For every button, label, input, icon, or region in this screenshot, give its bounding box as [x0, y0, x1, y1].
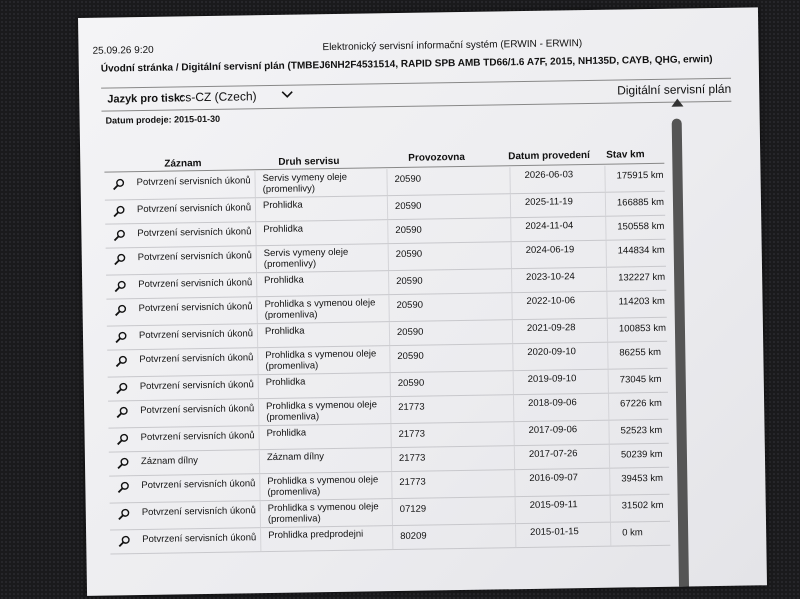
magnifier-icon[interactable] — [115, 304, 127, 316]
service-type-cell: Prohlidka — [262, 199, 303, 212]
column-divider — [386, 169, 387, 195]
date-cell: 2016-09-07 — [529, 472, 578, 484]
column-divider — [511, 242, 512, 268]
record-cell: Potvrzení servisních úkonů — [137, 226, 252, 240]
service-type-cell: Prohlidka — [265, 376, 306, 389]
column-divider — [608, 370, 609, 393]
column-divider — [608, 421, 609, 444]
km-cell: 39453 km — [621, 472, 664, 485]
column-divider — [608, 394, 609, 420]
column-divider — [513, 395, 514, 421]
magnifier-icon[interactable] — [114, 280, 126, 292]
column-divider — [392, 526, 393, 549]
column-divider — [390, 373, 391, 396]
col-service-type[interactable]: Druh servisu — [278, 155, 340, 168]
date-cell: 2020-09-10 — [527, 346, 576, 358]
printed-page — [78, 7, 767, 596]
column-divider — [515, 497, 516, 523]
km-cell: 166885 km — [616, 196, 665, 209]
workshop-cell: 21773 — [398, 428, 426, 441]
column-divider — [390, 397, 391, 423]
print-header — [92, 36, 722, 57]
magnifier-icon[interactable] — [115, 331, 127, 343]
service-type-cell: Záznam dílny — [266, 451, 325, 464]
service-type-cell: Prohlidka s vymenou oleje (promenliva) — [267, 501, 379, 526]
record-cell: Potvrzení servisních úkonů — [136, 202, 252, 216]
date-cell: 2024-06-19 — [525, 244, 575, 256]
column-divider — [388, 244, 389, 270]
km-cell: 50239 km — [620, 448, 663, 461]
workshop-cell: 20590 — [396, 326, 424, 339]
service-type-cell: Servis vymeny oleje (promenlivy) — [263, 246, 349, 271]
magnifier-icon[interactable] — [117, 481, 129, 493]
column-divider — [387, 196, 388, 219]
chevron-down-icon[interactable] — [281, 90, 293, 102]
column-divider — [390, 424, 391, 447]
column-divider — [509, 167, 510, 193]
date-cell: 2022-10-06 — [526, 295, 576, 307]
column-divider — [260, 501, 261, 527]
column-divider — [610, 496, 611, 522]
column-divider — [607, 319, 608, 342]
workshop-cell: 80209 — [400, 530, 427, 543]
column-divider — [392, 499, 393, 525]
date-cell: 2015-01-15 — [530, 526, 579, 538]
column-divider — [606, 292, 607, 318]
magnifier-icon[interactable] — [114, 253, 126, 265]
column-divider — [610, 523, 611, 546]
service-type-cell: Prohlidka predprodejni — [268, 528, 364, 542]
record-cell: Potvrzení servisních úkonů — [139, 379, 254, 393]
service-type-cell: Prohlidka s vymenou oleje (promenliva) — [265, 348, 377, 373]
column-divider — [258, 399, 259, 425]
record-cell: Potvrzení servisních úkonů — [136, 175, 251, 189]
breadcrumb[interactable]: Úvodní stránka / Digitální servisní plán (TMBEJ6NH2F4531514, RAPID SPB AMB TD66/1.6 A7F, 2015, NH135D, CAYB, QHG, erwin) — [100, 54, 713, 75]
col-km[interactable]: Stav km — [606, 149, 645, 161]
workshop-cell: 20590 — [397, 350, 424, 363]
page-title: Digitální servisní plán — [617, 81, 732, 98]
km-cell: 175915 km — [616, 169, 664, 182]
column-divider — [606, 241, 607, 267]
record-cell: Potvrzení servisních úkonů — [141, 505, 256, 519]
magnifier-icon[interactable] — [116, 406, 128, 418]
workshop-cell: 21773 — [399, 476, 426, 489]
record-cell: Potvrzení servisních úkonů — [138, 328, 254, 342]
column-divider — [257, 324, 258, 347]
km-cell: 114203 km — [618, 295, 665, 308]
date-cell: 2025-11-19 — [524, 196, 573, 209]
km-cell: 52523 km — [620, 424, 663, 437]
column-divider — [391, 472, 392, 498]
system-name: Elektronický servisní informační systém (ERWIN - ERWIN) — [322, 38, 583, 54]
workshop-cell: 20590 — [397, 377, 425, 390]
column-divider — [387, 220, 388, 243]
date-cell: 2018-09-06 — [528, 397, 577, 409]
record-cell: Potvrzení servisních úkonů — [137, 250, 252, 264]
column-divider — [511, 269, 512, 292]
record-cell: Potvrzení servisních úkonů — [140, 430, 255, 444]
date-cell: 2019-09-10 — [527, 373, 577, 385]
scrollbar[interactable] — [672, 119, 690, 596]
column-divider — [256, 273, 257, 296]
column-divider — [260, 528, 261, 551]
column-divider — [606, 268, 607, 291]
record-cell: Potvrzení servisních úkonů — [141, 478, 256, 492]
magnifier-icon[interactable] — [113, 178, 125, 190]
column-divider — [511, 293, 512, 319]
workshop-cell: 20590 — [395, 248, 423, 261]
column-divider — [388, 271, 389, 294]
service-type-cell: Servis vymeny oleje (promenlivy) — [262, 171, 348, 196]
service-type-cell: Prohlidka — [264, 274, 304, 287]
km-cell: 132227 km — [618, 271, 666, 284]
workshop-cell: 21773 — [398, 401, 425, 414]
col-record[interactable]: Záznam — [164, 158, 202, 170]
column-divider — [389, 322, 390, 345]
record-cell: Potvrzení servisních úkonů — [139, 352, 254, 366]
column-divider — [259, 474, 260, 500]
workshop-cell: 20590 — [396, 275, 423, 288]
km-cell: 100853 km — [618, 322, 667, 335]
service-type-cell: Prohlidka s vymenou oleje (promenliva) — [264, 297, 376, 322]
column-divider — [605, 193, 606, 216]
column-divider — [257, 348, 258, 374]
km-cell: 0 km — [622, 527, 643, 539]
magnifier-icon[interactable] — [116, 382, 128, 394]
column-divider — [255, 198, 256, 221]
column-divider — [258, 375, 259, 398]
workshop-cell: 20590 — [394, 200, 422, 213]
record-cell: Potvrzení servisních úkonů — [138, 301, 253, 315]
record-cell: Potvrzení servisních úkonů — [142, 532, 257, 546]
km-cell: 31502 km — [621, 499, 664, 512]
column-divider — [607, 343, 608, 369]
col-workshop[interactable]: Provozovna — [408, 151, 466, 164]
date-cell: 2017-07-26 — [528, 448, 578, 460]
km-cell: 150558 km — [617, 220, 665, 233]
column-divider — [256, 297, 257, 323]
magnifier-icon[interactable] — [113, 205, 125, 217]
workshop-cell: 20590 — [396, 299, 424, 312]
magnifier-icon[interactable] — [113, 229, 125, 241]
column-divider — [391, 448, 392, 471]
magnifier-icon[interactable] — [118, 535, 130, 547]
column-divider — [512, 320, 513, 343]
service-type-cell: Prohlidka — [264, 325, 305, 338]
column-divider — [254, 171, 255, 197]
magnifier-icon[interactable] — [115, 355, 127, 367]
column-divider — [255, 222, 256, 245]
date-cell: 2017-09-06 — [528, 424, 578, 436]
print-timestamp: 25.09.26 9:20 — [92, 44, 154, 57]
column-divider — [256, 246, 257, 272]
date-cell: 2021-09-28 — [526, 322, 576, 334]
date-cell: 2024-11-04 — [525, 220, 574, 232]
workshop-cell: 21773 — [398, 452, 426, 465]
workshop-cell: 20590 — [394, 173, 422, 186]
magnifier-icon[interactable] — [117, 457, 129, 469]
magnifier-icon[interactable] — [117, 433, 129, 445]
date-cell: 2023-10-24 — [526, 271, 575, 283]
magnifier-icon[interactable] — [118, 508, 130, 520]
service-type-cell: Prohlidka — [263, 223, 304, 236]
service-type-cell: Prohlidka s vymenou oleje (promenliva) — [266, 399, 378, 424]
column-divider — [389, 346, 390, 372]
col-date[interactable]: Datum provedení — [508, 149, 590, 163]
column-divider — [512, 344, 513, 370]
record-cell: Potvrzení servisních úkonů — [140, 403, 255, 417]
service-type-cell: Prohlidka — [266, 427, 307, 440]
column-divider — [513, 422, 514, 445]
column-divider — [510, 194, 511, 217]
column-divider — [514, 446, 515, 469]
record-cell: Potvrzení servisních úkonů — [138, 277, 253, 291]
scroll-up-arrow-icon[interactable] — [671, 99, 683, 107]
column-divider — [605, 217, 606, 240]
km-cell: 86255 km — [619, 346, 662, 359]
record-cell: Záznam dílny — [140, 455, 199, 468]
language-select[interactable]: cs-CZ (Czech) — [179, 89, 257, 105]
service-table — [104, 165, 670, 555]
column-divider — [609, 469, 610, 495]
workshop-cell: 20590 — [395, 224, 422, 237]
km-cell: 144834 km — [617, 244, 665, 257]
column-divider — [388, 295, 389, 321]
toolbar — [101, 78, 731, 112]
column-divider — [258, 426, 259, 449]
column-divider — [604, 166, 605, 192]
column-divider — [510, 218, 511, 241]
workshop-cell: 07129 — [399, 503, 427, 516]
column-divider — [259, 450, 260, 473]
column-divider — [514, 470, 515, 496]
service-type-cell: Prohlidka s vymenou oleje (promenliva) — [267, 474, 379, 499]
date-cell: 2015-09-11 — [529, 499, 578, 511]
language-label: Jazyk pro tisk: — [107, 92, 184, 106]
date-cell: 2026-06-03 — [524, 169, 574, 182]
km-cell: 73045 km — [619, 373, 662, 386]
km-cell: 67226 km — [620, 397, 662, 410]
column-divider — [515, 524, 516, 547]
column-divider — [513, 371, 514, 394]
sale-date: Datum prodeje: 2015-01-30 — [105, 113, 221, 126]
column-divider — [609, 445, 610, 468]
